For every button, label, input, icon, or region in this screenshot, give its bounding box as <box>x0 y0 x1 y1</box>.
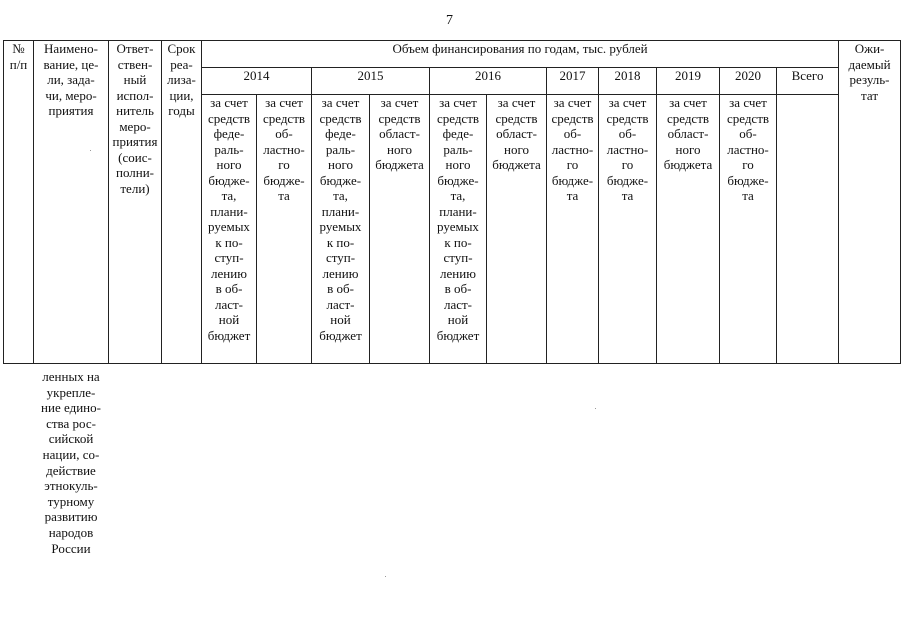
financing-table <box>3 40 901 364</box>
scan-speck <box>595 408 596 409</box>
header-row-top <box>4 41 901 68</box>
year-2020: 2020 <box>720 68 777 95</box>
source-2020-regional: за счет средств об- ластно- го бюдже- та <box>720 95 777 364</box>
year-total: Всего <box>777 68 839 95</box>
year-2018: 2018 <box>599 68 657 95</box>
scan-speck <box>385 576 386 577</box>
header-num: № п/п <box>4 41 34 364</box>
year-2017: 2017 <box>547 68 599 95</box>
source-2016-federal: за счет средств феде- раль- ного бюдже- та, плани- руемых к по- ступ- лению в об- ласт- ной бюджет <box>430 95 487 364</box>
source-2018-regional: за счет средств об- ластно- го бюдже- та <box>599 95 657 364</box>
source-2016-regional: за счет средств област- ного бюджета <box>487 95 547 364</box>
header-term: Срок реа- лиза- ции, годы <box>162 41 202 364</box>
source-total <box>777 95 839 364</box>
continuation-text: ленных на укрепле- ние едино- ства рос- сийской нации, со- действие этнокуль- турному развитию народов России <box>41 369 101 556</box>
header-name: Наимено- вание, це- ли, зада- чи, меро- приятия <box>34 41 109 364</box>
header-financing: Объем финансирования по годам, тыс. рублей <box>202 41 839 68</box>
year-2016: 2016 <box>430 68 547 95</box>
source-2019-regional: за счет средств област- ного бюджета <box>657 95 720 364</box>
source-2014-federal: за счет средств феде- раль- ного бюдже- та, плани- руемых к по- ступ- лению в об- ласт- ной бюджет <box>202 95 257 364</box>
year-2014: 2014 <box>202 68 312 95</box>
source-2015-regional: за счет средств област- ного бюджета <box>370 95 430 364</box>
source-2015-federal: за счет средств феде- раль- ного бюдже- та, плани- руемых к по- ступ- лению в об- ласт- ной бюджет <box>312 95 370 364</box>
year-2015: 2015 <box>312 68 430 95</box>
header-responsible: Ответ- ствен- ный испол- нитель меро- приятия (соис- полни- тели) <box>109 41 162 364</box>
year-2019: 2019 <box>657 68 720 95</box>
source-2017-regional: за счет средств об- ластно- го бюдже- та <box>547 95 599 364</box>
scan-speck <box>90 150 91 151</box>
page-number: 7 <box>446 13 453 28</box>
source-2014-regional: за счет средств об- ластно- го бюдже- та <box>257 95 312 364</box>
header-expected: Ожи- даемый резуль- тат <box>839 41 901 364</box>
